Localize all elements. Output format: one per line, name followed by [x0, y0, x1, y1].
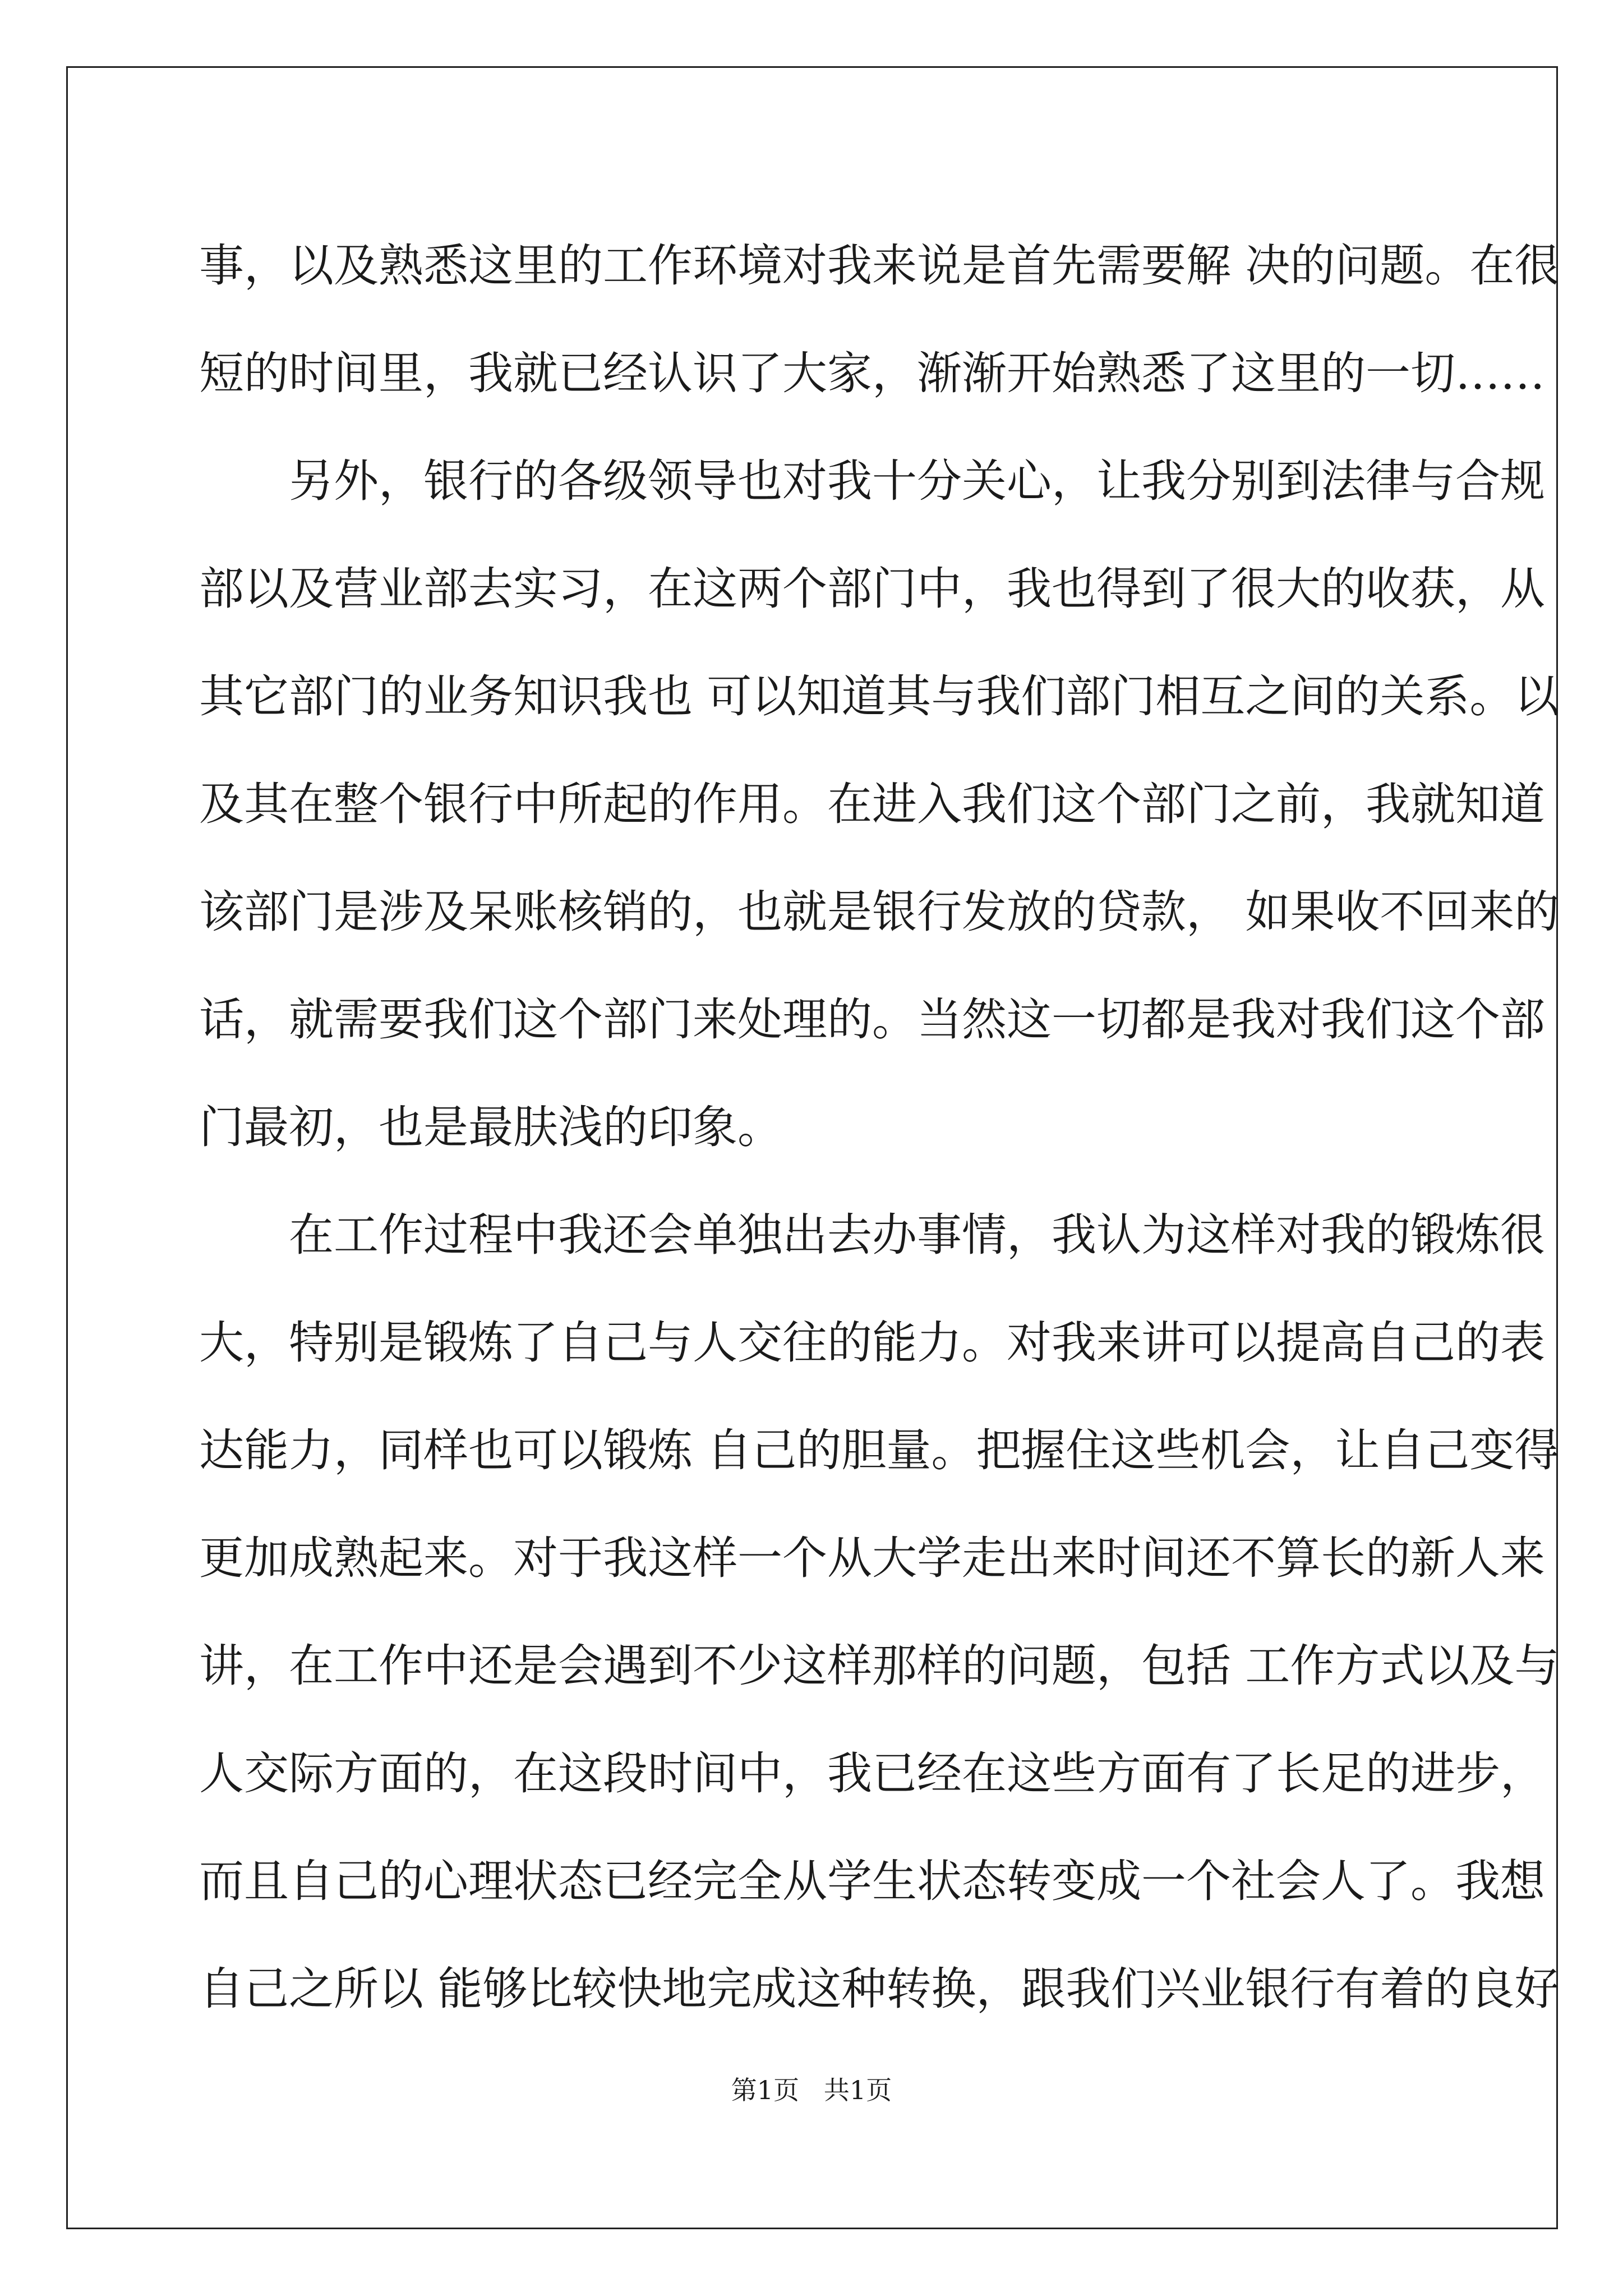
- text-line: 另外，银行的各级领导也对我十分关心，让我分别到法律与合规: [289, 455, 1545, 507]
- text-line: 其它部门的业务知识我也 可以知道其与我们部门相互之间的关系。以: [199, 670, 1560, 723]
- text-line: 大，特别是锻炼了自己与人交往的能力。对我来讲可以提高自己的表: [199, 1317, 1545, 1369]
- text-line: 及其在整个银行中所起的作用。在进入我们这个部门之前，我就知道: [199, 778, 1545, 830]
- text-line: 该部门是涉及呆账核销的，也就是银行发放的贷款， 如果收不回来的: [199, 886, 1560, 938]
- page-footer: 第1页 共1页: [731, 2075, 892, 2105]
- text-line: 门最初，也是最肤浅的印象。: [199, 1101, 782, 1153]
- text-line: 讲，在工作中还是会遇到不少这样那样的问题，包括 工作方式以及与: [199, 1640, 1560, 1692]
- text-line: 人交际方面的，在这段时间中，我已经在这些方面有了长足的进步，: [199, 1747, 1545, 1800]
- text-line: 更加成熟起来。对于我这样一个从大学走出来时间还不算长的新人来: [199, 1532, 1545, 1584]
- text-line: 在工作过程中我还会单独出去办事情，我认为这样对我的锻炼很: [289, 1209, 1545, 1261]
- text-line: 事，以及熟悉这里的工作环境对我来说是首先需要解 决的问题。在很: [199, 240, 1560, 292]
- text-line: 而且自己的心理状态已经完全从学生状态转变成一个社会人了。我想: [199, 1855, 1545, 1907]
- document-body: [199, 212, 1560, 2043]
- text-line: 话，就需要我们这个部门来处理的。当然这一切都是我对我们这个部: [199, 993, 1545, 1046]
- text-line: 自己之所以 能够比较快地完成这种转换，跟我们兴业银行有着的良好: [199, 1963, 1560, 2015]
- text-line: 部以及营业部去实习，在这两个部门中，我也得到了很大的收获，从: [199, 563, 1545, 615]
- text-line: 达能力，同样也可以锻炼 自己的胆量。把握住这些机会，让自己变得: [199, 1424, 1560, 1476]
- text-line: 短的时间里，我就已经认识了大家，渐渐开始熟悉了这里的一切……: [199, 347, 1545, 399]
